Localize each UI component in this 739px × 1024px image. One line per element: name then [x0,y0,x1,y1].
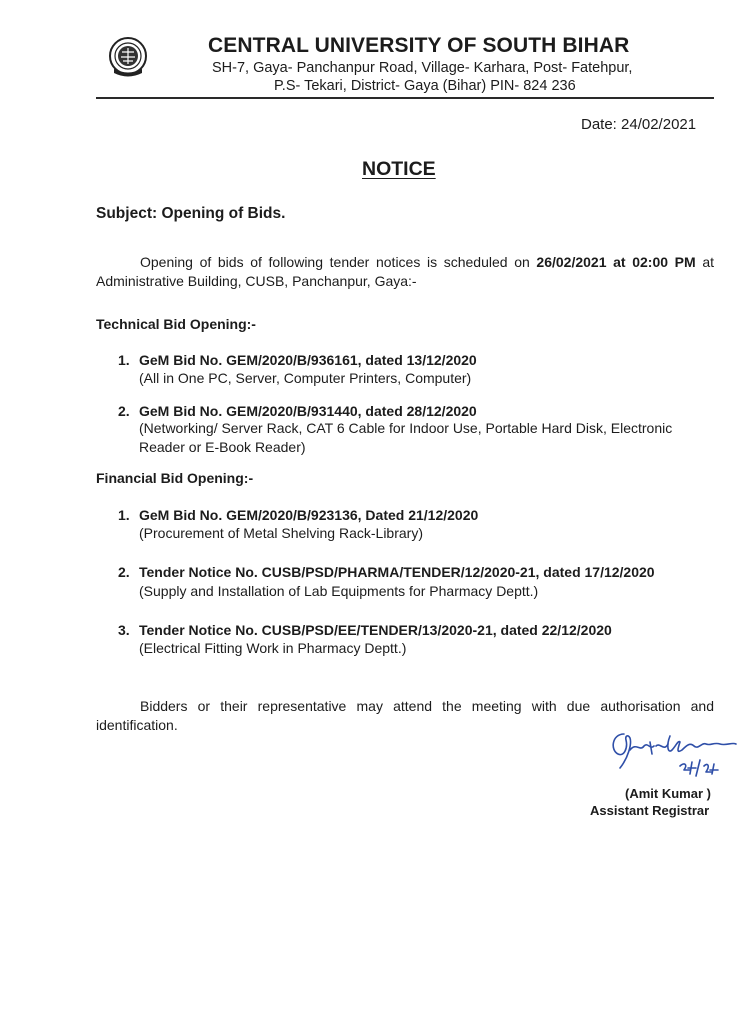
item-title: GeM Bid No. GEM/2020/B/931440, dated 28/12/2020 [139,403,477,419]
item-title: GeM Bid No. GEM/2020/B/923136, Dated 21/12/2020 [139,507,479,523]
signatory-designation: Assistant Registrar [590,803,710,818]
university-emblem-icon [108,36,148,80]
intro-text-after: at Administrative Building, CUSB, Panchanpur, Gaya:- [96,254,714,289]
notice-subject: Subject: Opening of Bids. [96,205,286,222]
address-line-2: P.S- Tekari, District- Gaya (Bihar) PIN- 824 236 [274,78,576,94]
intro-schedule: 26/02/2021 at 02:00 PM [536,254,696,270]
item-number: 2. [118,564,130,580]
item-description: (Supply and Installation of Lab Equipments for Pharmacy Deptt.) [139,583,539,599]
financial-bid-heading: Financial Bid Opening:- [96,470,254,486]
university-name: CENTRAL UNIVERSITY OF SOUTH BIHAR [208,34,630,57]
letterhead-divider [96,97,714,99]
item-number: 3. [118,622,130,638]
item-title: GeM Bid No. GEM/2020/B/936161, dated 13/12/2020 [139,352,477,368]
handwritten-signature-icon [606,728,738,790]
address-line-1: SH-7, Gaya- Panchanpur Road, Village- Karhara, Post- Fatehpur, [212,60,633,76]
item-title: Tender Notice No. CUSB/PSD/PHARMA/TENDER/12/2020-21, dated 17/12/2020 [139,564,655,580]
notice-heading: NOTICE [362,158,436,180]
item-description: (Networking/ Server Rack, CAT 6 Cable for Indoor Use, Portable Hard Disk, Electronic Reader or E-Book Reader) [139,420,673,455]
item-title: Tender Notice No. CUSB/PSD/EE/TENDER/13/2020-21, dated 22/12/2020 [139,622,612,638]
technical-bid-heading: Technical Bid Opening:- [96,316,256,332]
notice-date: Date: 24/02/2021 [581,116,697,133]
item-description: (Electrical Fitting Work in Pharmacy Deptt.) [139,640,407,656]
item-number: 2. [118,403,130,419]
signatory-name: (Amit Kumar ) [625,786,711,801]
closing-paragraph: Bidders or their representative may attend the meeting with due authorisation and identification. [96,698,714,733]
intro-text-before: Opening of bids of following tender notices is scheduled on [140,254,537,270]
item-description: (Procurement of Metal Shelving Rack-Library) [139,525,423,541]
intro-paragraph [96,253,714,291]
item-number: 1. [118,352,130,368]
item-number: 1. [118,507,130,523]
item-description: (All in One PC, Server, Computer Printers, Computer) [139,370,472,386]
